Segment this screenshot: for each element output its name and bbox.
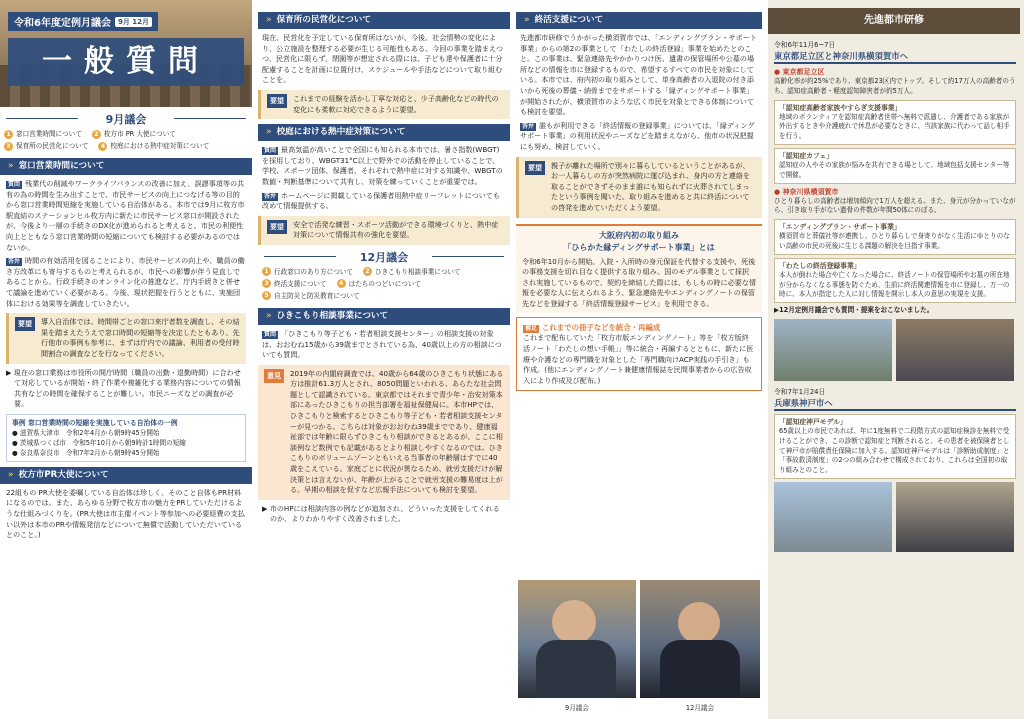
topic-num: 2: [363, 267, 372, 276]
topic-item: [262, 267, 353, 277]
topic-num: 4: [337, 279, 346, 288]
column-2: [258, 0, 510, 719]
section-header: [0, 467, 252, 484]
topic-text: 行政窓口のあり方について: [274, 267, 353, 276]
question-body: 「ひきこもり等子ども・若者相談支援センター」の相談支援の対象は、おおむね15歳から39歳までとされている為、40歳以上の方の相談についても質問。: [262, 328, 502, 360]
opinion-text: 2019年の内閣府調査では、40歳から64歳のひきこもり状態にある方は推計61.3万人とされ、8050問題といわれる、あらたな社会問題として認識されている。東京都ではそれまで青少年・治安対策本部にあったひきこもりの担当部署を福祉保健局に。本市HPでは、ひきこもりと検索するとひきこもり等子ども・若者相談支援センターが見つかる。こちらは対象がおおむね39歳までであり、健康福祉部では年齢に限らずひきこもり相談ができるとあるが、ここに相談例など数例でも記載があるとより相談しやすくなるのでは。ひきこもりのボリュームゾーンともいえる当事者の年齢層はすでに40歳をこえている。家庭ごとに状況が異なるため、就労支援だけが解決策とは言えないが、年齢が上がることで就労支援の難易度は上がる。早期の相談を促すなど広報手法についても検討を要望。: [290, 368, 504, 495]
trip-title: 先進都市研修: [768, 8, 1020, 34]
answer-body: ホームページに掲載している保護者用熱中症リーフレットについても改めて情報提供する。: [262, 190, 500, 211]
topic-num: 3: [4, 142, 13, 151]
program-title: 「認知症神戸モデル」: [779, 417, 847, 426]
city-text: 高齢化率が約25%であり、東京都23区内でトップ。そして約17万人の高齢者のうち、認知症高齢者・軽度認知障害者が約5万人。: [774, 77, 1016, 95]
topic-num: 3: [262, 279, 271, 288]
supplement-box: [516, 317, 762, 391]
trip-destination: 兵庫県神戸市へ: [774, 397, 1016, 411]
city-heading: ● 東京都足立区: [774, 68, 825, 76]
result-note: [6, 368, 246, 410]
request-text: これまでの経験を活かし丁寧な対応と、少子高齢化などの時代の変化にも柔軟に対応できるように要望。: [293, 93, 499, 114]
section-title: 終活支援について: [534, 15, 604, 25]
hero-header: [0, 0, 252, 107]
request-box: [258, 90, 510, 119]
question-text: [6, 179, 246, 253]
result-body: 現在の窓口業務は市役所の開庁時間（職員の出勤・退勤時間）に合わせて対応しているが開始・終了作業や複雑化する業務内容についての情報共有などの時間を確保することが難しい。市民ニーズなどの調査が必要。: [13, 367, 241, 409]
request-box: [516, 157, 762, 218]
program-text: 65歳以上の市民であれば、年に1度無料で二段階方式の認知症検診を無料で受けることができ、この診断で認知症と判断されると、その患者を被保険者として神戸市が賠償責任保険に加入する。認知症神戸モデルは「診断助成制度」と「事故救済制度」の2つの組み合わせで構成されており、これらは全国初の取り組みとのこと。: [779, 426, 1010, 475]
question-tag: 質問: [264, 147, 277, 155]
topic-text: 窓口営業時間について: [16, 130, 82, 138]
column-1: [0, 0, 252, 719]
trip-destination: 東京都足立区と神奈川県横須賀市へ: [774, 50, 1016, 64]
photo-caption: 9月議会: [565, 704, 589, 712]
chevron-icon: »: [524, 15, 530, 25]
section-title: ひきこもり相談事業について: [276, 310, 389, 321]
trip-date: 令和7年1月24日: [774, 387, 826, 396]
trip-content: [768, 40, 1024, 552]
topic-text: 終活支援について: [274, 279, 327, 288]
request-box: [6, 313, 246, 363]
group-photo: [896, 482, 1014, 552]
topic-item: [337, 279, 421, 289]
program-text: 横須賀市と葬儀社等が連携し、ひとり暮らしで身寄りがなく生活にゆとりのない高齢の市民の死後に生じる課題の解決を目指す事業。: [779, 232, 1010, 250]
dec-title: 12月議会: [258, 249, 510, 265]
topic-item: [262, 291, 360, 301]
page-title: 一般質問: [8, 38, 244, 86]
column-3: [516, 0, 762, 719]
meeting-photo: [896, 319, 1014, 381]
result-note: [262, 504, 506, 525]
section-title: 枚方市PR大使について: [18, 469, 109, 480]
chevron-icon: »: [8, 161, 14, 171]
city-heading: ● 神奈川県横須賀市: [774, 187, 839, 196]
topic-item: [262, 279, 327, 289]
section-header: [0, 158, 252, 175]
nursery-text: 現在、民営化を予定している保育所はないが、今後、社会情勢の変化により、公立施設を整理する必要が生じる可能性もある。今回の事業を踏まえつつ、民営化に限らず、閉園等が想定される際には、子ども達や保護者に十分配慮することを計画に位置付け、スケジュールや手法などについて取り組むことを。: [262, 33, 504, 85]
chevron-icon: »: [8, 469, 14, 480]
topic-item: [92, 129, 176, 139]
trip-date: 令和6年11月6~7日: [774, 41, 836, 49]
question-text: [262, 329, 506, 361]
person-face: [678, 602, 720, 644]
question-text: [262, 145, 506, 187]
answer-tag: 答弁: [264, 192, 277, 200]
trip-photos-2: [774, 482, 1016, 552]
section-title: 窓口営業時間について: [18, 161, 105, 171]
request-text: 導入自治体では、時間帯ごとの窓口来庁者数を調査し、その結果を踏まえたうえで窓口時間の短縮等を決定したともあり、先行他市の事例も参考に、まずは庁内での議論、利用者の受付時間割合の調査などを行なってください。: [41, 317, 240, 358]
program-text: 認知症の人やその家族が悩みを共有できる場として、地域包括支援センター等で開催。: [779, 160, 1010, 179]
request-text: 安全で活発な練習・スポーツ活動ができる環境づくりと、熱中症対策について情報共有の強化を要望。: [293, 219, 499, 240]
program-text: 本人が倒れた場合や亡くなった場合に、終活ノートの保管場所やお墓の所在地が分からなくなる事態を防ぐため、生前に終活関連情報を市に登録し、万一の時に、本人が指定した人に対し情報を開示し本人の意思の実現を支援。: [779, 270, 1010, 299]
topic-num: 2: [92, 130, 101, 139]
photo-september: [518, 580, 636, 698]
program-title: 「認知症カフェ」: [779, 151, 834, 160]
program-box: [774, 414, 1016, 479]
column-4-trip: [768, 0, 1024, 719]
opinion-label: 意見: [264, 369, 284, 383]
person-face: [552, 600, 596, 644]
section-title: 校庭における熱中症対策について: [276, 127, 406, 138]
trip-note: ▶12月定例月議会でも質問・提案をおこないました。: [774, 306, 934, 315]
example-row: ● 茨城県つくば市 令和5年10月から朝9時計1時間の短縮: [12, 438, 186, 447]
example-row: ● 滋賀県大津市 令和2年4月から朝9時45分開始: [12, 428, 160, 437]
chevron-icon: »: [266, 15, 272, 25]
topic-num: 1: [262, 267, 271, 276]
question-tag: 質問: [8, 181, 21, 188]
request-label: 要望: [15, 317, 35, 331]
program-box: [774, 100, 1016, 145]
osaka-subtitle: 大阪府内初の取り組み: [599, 230, 679, 240]
sept-title: 9月議会: [0, 111, 252, 127]
topic-text: 枚方市 PR 大使について: [103, 130, 176, 138]
section-header: [258, 308, 510, 325]
section-title: 保育所の民営化について: [276, 15, 371, 25]
city-photo: [774, 319, 892, 381]
question-body: 最高気温が高いことで全国にも知られる本市では、暑さ指数(WBGT)を採用しており、WBGT31°C以上で野外での活動を停止していることで、学校、スポーツ団体、保護者、それぞれで熱中症に対する知識や、WBGTの数値・判断基準について共有し、対策を練っていくことが重要では。: [262, 145, 503, 186]
request-label: 要望: [267, 220, 287, 234]
chevron-icon: »: [266, 127, 272, 138]
arrow-icon: ▶: [262, 503, 268, 513]
trip-photos-1: [774, 319, 1016, 381]
answer-body: 誰もが利用できる「終活情報の登録事業」については、「縁ディングサポート事業」の利用状況やニーズなどを踏まえながら、他市の状況把握にも努め、検討していく。: [520, 120, 755, 151]
photo-december: [640, 580, 760, 698]
example-title: 事例 窓口営業時間の短縮を実施している自治体の一例: [12, 418, 178, 427]
osaka-title: 「ひらかた縁ディングサポート事業」とは: [563, 242, 715, 252]
question-tag: 質問: [264, 330, 277, 338]
program-box: [774, 219, 1016, 255]
months-badge: 9月 12月: [115, 17, 152, 27]
chevron-icon: »: [266, 310, 272, 321]
answer-tag: 答弁: [8, 258, 21, 266]
topic-text: 校庭における熱中症対策について: [110, 142, 210, 150]
answer-body: 時間の有効活用を図ることにより、市民サービスの向上や、職員の働き方改革にも寄与するものと考えられるが、市民への影響が伴う見直しであることから、行政手続きのオンライン化の推進など、庁内手続きと併せて議論を進めていく必要がある。今後、現状把握を行うとともに、実施団体における効果等を調査していきたい。: [6, 256, 245, 308]
program-title: 「わたしの終活登録事業」: [779, 261, 861, 270]
topic-item: [98, 141, 209, 151]
question-body: 残業代の削減やワークライフバランスの改善に加え、誤謬事項等の共有の為の時間を生み出すことで、市民サービスの向上につなげる等の目的から窓口営業時間短縮を実施している自治体がある。本市では9月に枚方市駅直結のステーションヒル枚方内に新たに市民サービス窓口が開設されたが、今後より一層の手続きのDX化が進められると考えると、市民の利便性向上とともなう窓口営業時間の短縮についても検討する必要があるのではないか。: [6, 179, 245, 252]
topic-text: ひきこもり相談事業について: [375, 267, 461, 276]
osaka-feature: [516, 224, 762, 314]
banner-text: 令和6年度定例月議会: [14, 18, 111, 29]
result-body: 市のHPには相談内容の例などが追加され、どういった支援をしてくれるのか、よりわかりやすく改善されました。: [269, 503, 500, 524]
request-label: 要望: [525, 161, 545, 175]
program-box: [774, 258, 1016, 303]
section-header: [516, 12, 762, 29]
section-header: [258, 124, 510, 141]
example-box: [6, 414, 246, 462]
answer-text: [262, 191, 506, 212]
answer-text: [520, 121, 758, 153]
arrow-icon: ▶: [6, 367, 12, 377]
pr-text: 22組もの PR大使を委嘱している自治体は珍しく、そのこと自体もPR材料になるのでは。また、あらゆる分野で枚方市の魅力をPRしていただけるような仕組みづくりを。(PR大使は市主催イベント等参加への必要経費の支払い以外は本市のPRや情報発信などについて無償で活動していただいているとのこと。): [6, 487, 245, 540]
session-banner: [8, 12, 158, 31]
supplement-text: これまで配布していた「枚方市版エンディングノート」等を「枚方版終活ノート「わたしの想い手帳」」等に統合・再編するとともに、新たに医療や介護などの専門職を対象とした「専門職向けACP実践の手引き」も作成。(他にエンディングノート兼健康情報誌を民間事業者からの広告収入により作成及び配布。): [523, 333, 754, 385]
example-row: ● 奈良県奈良市 令和7年2月から朝9時45分開始: [12, 448, 160, 457]
person-suit: [536, 640, 616, 698]
city-text: ひとり暮らしの高齢者は増加傾向で1万人を超える。また、身元が分かっていながら、引き取り手がない遺骨の件数が年間50体にのぼる。: [774, 196, 1016, 215]
program-title: 「認知症高齢者家族やすらぎ支援事業」: [779, 103, 902, 112]
topic-item: [4, 141, 88, 151]
endoflife-text: 先進都市研修でうかがった横須賀市では、「エンディングプラン・サポート事業」からの第2の事業として「わたしの終活登録」事業を始めたとのこと。この事業は、緊急連絡先やかかりつけ医、遺書の保管場所や公墓の場所などの情報を市に登録するもので、希望するすべての市民を対象にしている。本市では、府内初の取り組みとして、単身高齢者の入退院の付き添いから死後の葬儀・納骨までをサポートする「縁ディングサポート事業」が開始されたが、横須賀市のような広く市民を対象とできる体制についても検討を要望。: [520, 33, 757, 117]
topic-item: [4, 129, 82, 139]
topic-text: 保育所の民営化について: [16, 142, 89, 150]
photo-caption: 12月議会: [685, 704, 715, 712]
answer-tag: 答弁: [522, 122, 535, 130]
program-title: 「エンディングプラン・サポート事業」: [779, 223, 901, 232]
request-label: 要望: [267, 94, 287, 108]
topic-text: 自主防災と防災教育について: [274, 291, 360, 300]
supplement-heading: [523, 322, 755, 333]
sept-topics: [0, 129, 252, 153]
topic-item: [363, 267, 461, 277]
opinion-box: [258, 365, 510, 500]
kobe-building-photo: [774, 482, 892, 552]
request-text: 親子が離れた場所で別々に暮らしているということがあるが、お一人暮らしの方が突然病院に運び込まれ、身内の方と連絡を取ることができずそのまま誰にも知られずに火葬されてしまったという事例を聞いた。取り組みを進めると共に終活についての啓発を進めていただくよう要望。: [551, 160, 751, 212]
supplement-title: これまでの冊子などを統合・再編成: [542, 323, 661, 333]
topic-num: 1: [4, 130, 13, 139]
topic-num: 4: [98, 142, 107, 151]
osaka-text: 令和6年10月から開始。入院・入所時の身元保証を代替する支援や、死後の事務支援を切れ目なく提供する取り組み。国のモデル事業として採択され実施しているもので、契約を締結した際には、もしもの時に必要な情報を必要な人に伝えられるよう、緊急連絡先やエンディングノートの保管先などを登録する「終活情報登録サービス」を利用できる。: [522, 256, 756, 308]
program-text: 地域のボランティアを認知症高齢者世帯へ無料で派遣し、介護者である家族が外出するときや介護疲れで休息が必要なときに、当該家族に代わって話し相手を行う。: [779, 112, 1010, 141]
supplement-tag: 補足: [525, 325, 538, 333]
topic-text: はたちのつどいについて: [348, 279, 422, 288]
dec-topics: [258, 267, 510, 303]
person-suit: [660, 640, 740, 698]
topic-num: 5: [262, 291, 271, 300]
program-box: [774, 148, 1016, 184]
request-box: [258, 216, 510, 245]
section-header: [258, 12, 510, 29]
answer-text: [6, 256, 246, 309]
